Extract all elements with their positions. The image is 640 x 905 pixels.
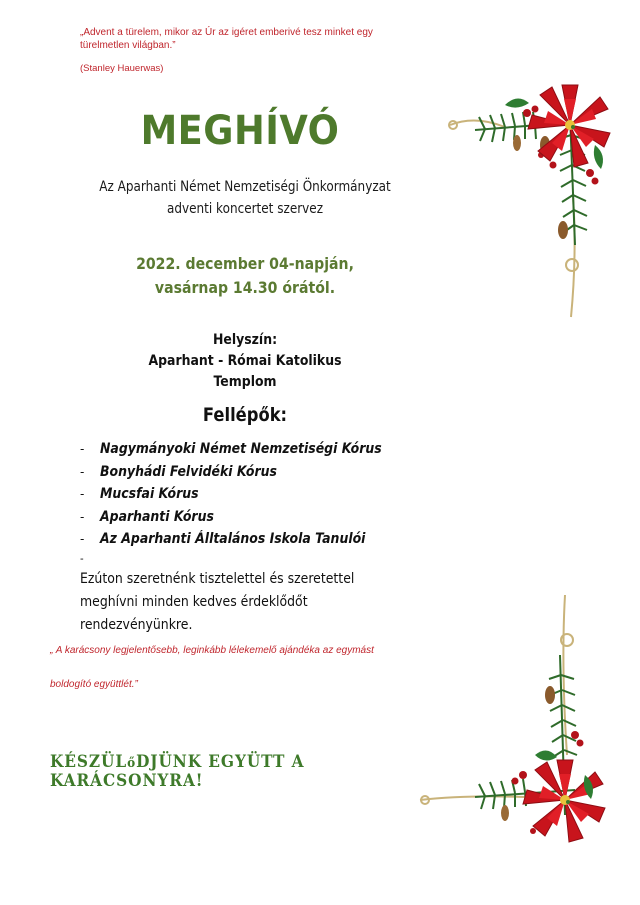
performers-title: Fellépők:: [202, 404, 288, 426]
poinsettia-corner-top-right-icon: [445, 55, 620, 325]
list-bullet: -: [80, 487, 85, 501]
location-label: Helyszín:: [212, 332, 278, 348]
epigraph-author: (Stanley Hauerwas): [80, 63, 164, 74]
list-bullet: -: [80, 442, 85, 456]
event-date-line2: vasárnap 14.30 órától.: [154, 278, 336, 297]
final-slogan: [50, 752, 441, 790]
epigraph-quote: „Advent a türelem, mikor az Úr az igéret emberivé tesz minket egy türelmetlen világban.”: [80, 27, 373, 51]
location-line2: Templom: [213, 374, 277, 390]
event-location: [103, 330, 387, 393]
list-item: [80, 483, 440, 506]
list-bullet: -: [80, 509, 85, 524]
event-date: [82, 252, 408, 300]
list-bullet: -: [80, 532, 85, 546]
performers-list: [80, 438, 440, 551]
event-date-line1: 2022. december 04-napján,: [136, 254, 354, 273]
closing-text: Ezúton szeretnénk tisztelettel és szeretettel meghívni minden kedves érdeklődőt rendezvényünkre.: [80, 571, 355, 633]
poinsettia-corner-bottom-right-icon: [415, 585, 615, 875]
final-slogan-part3: DJÜNK EGYÜTT A KARÁCSONYRA!: [50, 752, 305, 790]
location-line1: Aparhant - Római Katolikus: [148, 353, 342, 369]
performer-name: Mucsfai Kórus: [100, 486, 199, 502]
final-slogan-part1: KÉSZÜL: [50, 752, 128, 771]
performer-name: Bonyhádi Felvidéki Kórus: [100, 463, 277, 480]
performer-name: Nagymányoki Német Nemzetiségi Kórus: [100, 441, 382, 457]
list-item: [80, 506, 440, 529]
list-item: [80, 438, 440, 461]
bottom-quote-line1: „ A karácsony legjelentősebb, leginkább lélekemelő ajándéka az egymást: [50, 645, 374, 656]
list-item: [80, 528, 440, 551]
list-item: [80, 461, 440, 484]
final-slogan-part2: ő: [127, 756, 137, 771]
bottom-quote-line2: boldogító együttlét.”: [50, 679, 138, 690]
performer-name: Aparhanti Kórus: [100, 508, 214, 525]
empty-list-bullet: -: [80, 553, 84, 565]
performer-name: Az Aparhanti Álltalános Iskola Tanulói: [100, 531, 366, 547]
list-bullet: -: [80, 464, 85, 479]
page-title: MEGHÍVÓ: [140, 108, 340, 154]
intro-text: Az Aparhanti Német Nemzetiségi Önkormányzat adventi koncertet szervez: [99, 179, 391, 217]
